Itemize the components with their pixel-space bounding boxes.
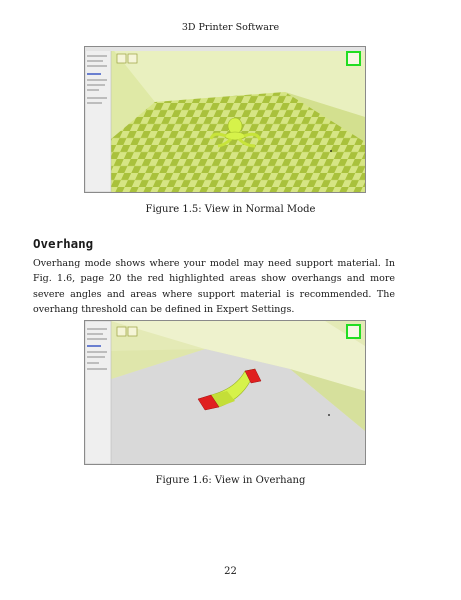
- page-number: 22: [224, 566, 237, 577]
- normal-mode-viewport: [85, 47, 365, 192]
- section-heading: Overhang: [33, 236, 94, 251]
- print-icon[interactable]: [128, 327, 137, 336]
- figure-normal-mode-screenshot: [84, 46, 366, 193]
- settings-side-panel: [85, 321, 111, 464]
- load-model-icon[interactable]: [117, 327, 126, 336]
- body-paragraph: Overhang mode shows where your model may need support material. In Fig. 1.6, page 20 the red highlighted areas show overhangs and more severe angles and areas where support material is recommended. The overhang threshold can be defined in Expert Settings.: [33, 258, 395, 315]
- view-mode-button[interactable]: [347, 325, 360, 338]
- view-mode-button[interactable]: [347, 52, 360, 65]
- load-model-icon[interactable]: [117, 54, 126, 63]
- figure-caption: Figure 1.6: View in Overhang: [155, 475, 306, 486]
- figure-overhang-screenshot: [84, 320, 366, 465]
- settings-side-panel: [85, 47, 111, 192]
- running-head: 3D Printer Software: [181, 22, 280, 33]
- print-icon[interactable]: [128, 54, 137, 63]
- figure-caption: Figure 1.5: View in Normal Mode: [145, 204, 316, 215]
- overhang-viewport: [85, 321, 365, 464]
